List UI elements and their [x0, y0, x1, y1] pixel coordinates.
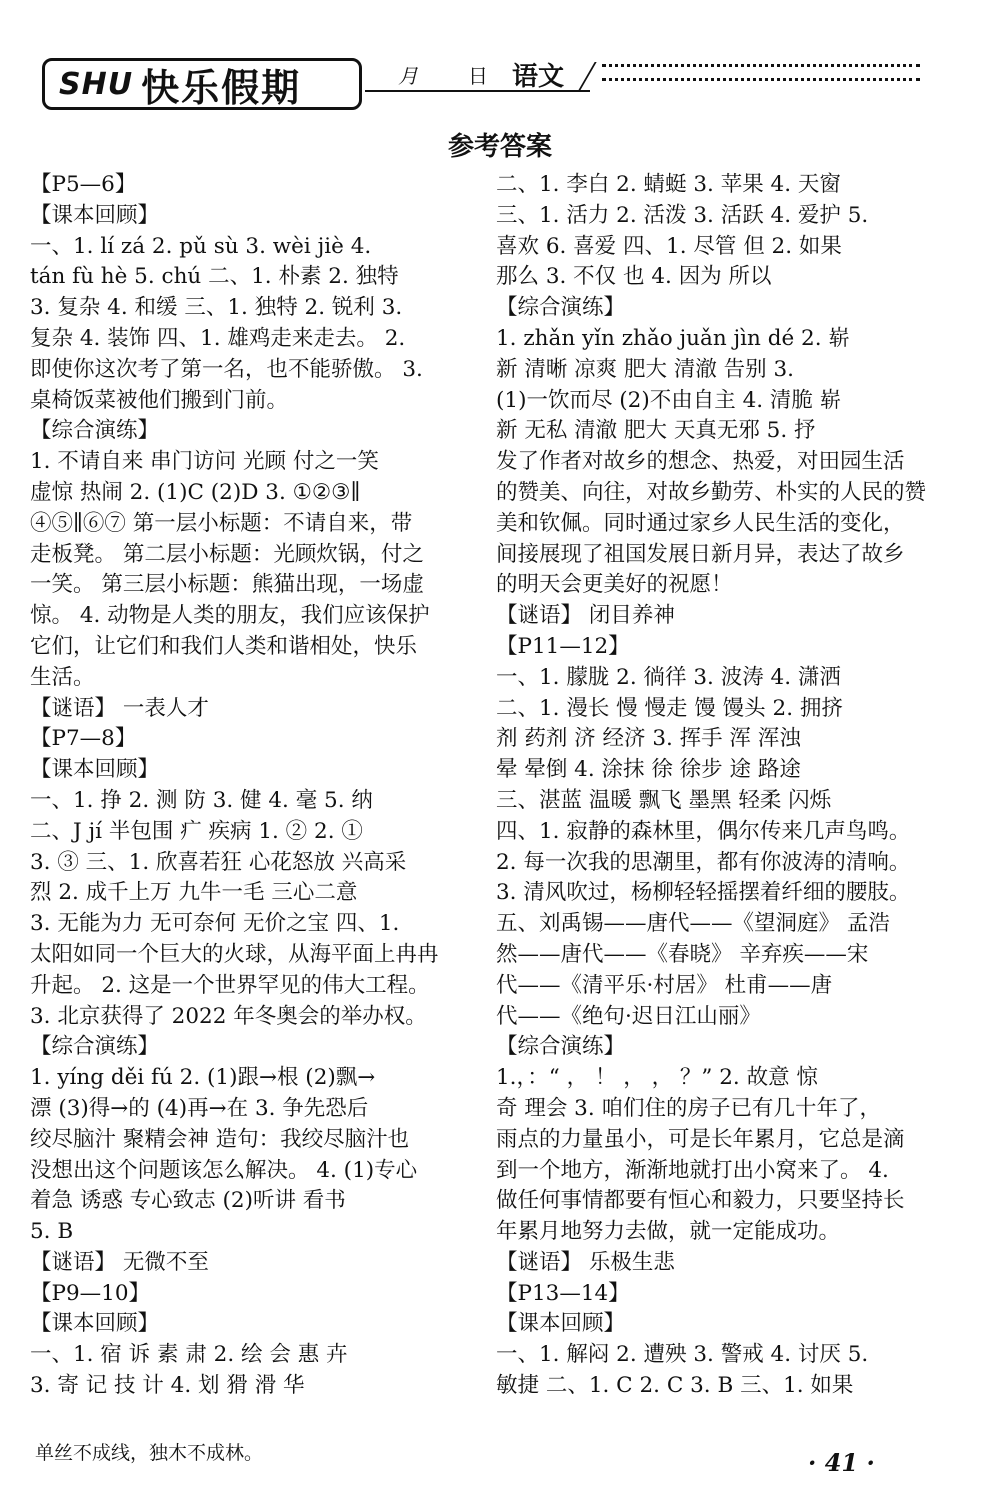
answer-line: 到一个地方，渐渐地就打出小窝来了。 4.	[496, 1157, 889, 1183]
answer-line: 【谜语】 无微不至	[30, 1249, 209, 1275]
answer-line: 3. 无能为力 无可奈何 无价之宝 四、1.	[30, 911, 400, 937]
answer-line: 一、1. 解闷 2. 遭殃 3. 警戒 4. 讨厌 5.	[496, 1342, 869, 1368]
answer-line: 【课本回顾】	[30, 202, 160, 228]
answer-column-right	[496, 170, 980, 1402]
answer-line: 复杂 4. 装饰 四、1. 雄鸡走来走去。 2.	[30, 325, 406, 351]
answer-line: 四、1. 寂静的森林里，偶尔传来几声鸟鸣。	[496, 818, 911, 844]
answer-line: 【综合演练】	[496, 1034, 626, 1060]
answer-line: 生活。	[30, 664, 95, 690]
answer-line: 烈 2. 成千上万 九牛一毛 三心二意	[30, 880, 358, 906]
answer-line: 【综合演练】	[30, 1034, 160, 1060]
answer-line: 然——唐代——《春晓》 辛弃疾——宋	[496, 941, 869, 967]
answer-line: 3. 清风吹过，杨柳轻轻摇摆着纤细的腰肢。	[496, 880, 911, 906]
answer-column-left	[30, 170, 500, 1402]
answer-line: 【课本回顾】	[30, 757, 160, 783]
answer-line: 绞尽脑汁 聚精会神 造句：我绞尽脑汁也	[30, 1126, 410, 1152]
answer-line: 太阳如同一个巨大的火球，从海平面上冉冉	[30, 941, 439, 967]
answer-line: 美和钦佩。同时通过家乡人民生活的变化，	[496, 510, 905, 536]
logo-shu-text: SHU	[59, 66, 134, 102]
answer-line: 【谜语】 闭目养神	[496, 603, 675, 629]
page-header	[20, 58, 980, 118]
answer-line: 三、湛蓝 温暖 飘飞 墨黑 轻柔 闪烁	[496, 787, 832, 813]
answer-line: 一、1. 宿 诉 素 肃 2. 绘 会 惠 卉	[30, 1342, 348, 1368]
answer-line: 3. 寄 记 技 计 4. 划 猾 滑 华	[30, 1373, 305, 1399]
answer-line: 它们，让它们和我们人类和谐相处，快乐	[30, 633, 418, 659]
header-month-label: 月	[398, 64, 418, 88]
answer-line: 【课本回顾】	[496, 1311, 626, 1337]
answer-line: 的赞美、向往，对故乡勤劳、朴实的人民的赞	[496, 479, 927, 505]
answer-line: 发了作者对故乡的想念、热爱，对田园生活	[496, 449, 905, 475]
header-day-label: 日	[468, 64, 488, 88]
answer-line: 【P7—8】	[30, 726, 137, 752]
answer-line: 惊。 4. 动物是人类的朋友，我们应该保护	[30, 603, 430, 629]
answer-line: 3. ③ 三、1. 欣喜若狂 心花怒放 兴高采	[30, 849, 407, 875]
answer-line: 做任何事情都要有恒心和毅力，只要坚持长	[496, 1188, 905, 1214]
answer-line: 【课本回顾】	[30, 1311, 160, 1337]
answer-line: 三、1. 活力 2. 活泼 3. 活跃 4. 爱护 5.	[496, 202, 869, 228]
answer-line: 奇 理会 3. 咱们住的房子已有几十年了，	[496, 1095, 882, 1121]
answer-line: 1.，：“ ， ！ ， ， ？” 2. 故意 惊	[496, 1065, 818, 1091]
answer-line: 2. 每一次我的思潮里，都有你波涛的清响。	[496, 849, 911, 875]
answer-line: 敏捷 二、1. C 2. C 3. B 三、1. 如果	[496, 1373, 854, 1399]
answer-line: 【P11—12】	[496, 633, 630, 659]
answer-line: 1. yíng děi fú 2. (1)跟→根 (2)飘→	[30, 1065, 376, 1091]
answer-line: 新 无私 清澈 肥大 天真无邪 5. 抒	[496, 418, 816, 444]
answer-line: 年累月地努力去做，就一定能成功。	[496, 1219, 841, 1245]
footer-motto: 单丝不成线，独木不成林。	[35, 1442, 264, 1464]
answer-line: tán fù hè 5. chú 二、1. 朴素 2. 独特	[30, 264, 399, 290]
answer-line: 【综合演练】	[30, 418, 160, 444]
page-number: · 41 ·	[808, 1448, 875, 1477]
answer-line: 着急 诱惑 专心致志 (2)听讲 看书	[30, 1188, 346, 1214]
answer-line: 一、1. 朦胧 2. 徜徉 3. 波涛 4. 潇洒	[496, 664, 841, 690]
answer-line: 二、J jí 半包围 疒 疾病 1. ② 2. ①	[30, 818, 363, 844]
answer-line: 【P9—10】	[30, 1280, 151, 1306]
header-subject: 语文	[512, 62, 565, 92]
logo-title-text: 快乐假期	[141, 64, 302, 110]
answer-line: 二、1. 漫长 慢 慢走 馒 馒头 2. 拥挤	[496, 695, 843, 721]
page-title: 参考答案	[447, 132, 552, 162]
answer-line: 升起。 2. 这是一个世界罕见的伟大工程。	[30, 972, 430, 998]
logo	[42, 58, 362, 110]
answer-line: 虚惊 热闹 2. (1)C (2)D 3. ①②③∥	[30, 479, 361, 505]
answer-line: 漂 (3)得→的 (4)再→在 3. 争先恐后	[30, 1095, 369, 1121]
answer-line: 【P5—6】	[30, 172, 137, 197]
answer-line: 那么 3. 不仅 也 4. 因为 所以	[496, 264, 772, 290]
answer-line: 晕 晕倒 4. 涂抹 徐 徐步 途 路途	[496, 757, 801, 783]
header-dotted-rule	[602, 64, 920, 67]
answer-line: 一、1. lí zá 2. pǔ sù 3. wèi jiè 4.	[30, 233, 372, 259]
answer-line: 即使你这次考了第一名，也不能骄傲。 3.	[30, 356, 423, 382]
answer-line: ④⑤∥⑥⑦ 第一层小标题：不请自来，带	[30, 510, 413, 536]
answer-line: 桌椅饭菜被他们搬到门前。	[30, 387, 289, 413]
answer-line: 走板凳。 第二层小标题：光顾炊锅，付之	[30, 541, 424, 567]
answer-line: 3. 复杂 4. 和缓 三、1. 独特 2. 锐利 3.	[30, 295, 403, 321]
answer-line: (1)一饮而尽 (2)不由自主 4. 清脆 崭	[496, 387, 842, 413]
answer-line: 没想出这个问题该怎么解决。 4. (1)专心	[30, 1157, 418, 1183]
answer-line: 的明天会更美好的祝愿！	[496, 572, 733, 598]
answer-line: 二、1. 李白 2. 蜻蜓 3. 苹果 4. 天窗	[496, 172, 841, 197]
answer-line: 1. zhǎn yǐn zhǎo juǎn jìn dé 2. 崭	[496, 325, 850, 351]
answer-line: 一、1. 挣 2. 测 防 3. 健 4. 毫 5. 纳	[30, 787, 373, 813]
answer-line: 【P13—14】	[496, 1280, 630, 1306]
answer-line: 代——《绝句·迟日江山丽》	[496, 1003, 761, 1029]
answer-line: 5. B	[30, 1219, 74, 1245]
answer-line: 一笑。 第三层小标题：熊猫出现，一场虚	[30, 572, 424, 598]
header-dotted-rule-lower	[602, 78, 920, 81]
answer-line: 喜欢 6. 喜爱 四、1. 尽管 但 2. 如果	[496, 233, 842, 259]
answer-line: 代——《清平乐·村居》 杜甫——唐	[496, 972, 833, 998]
answer-line: 雨点的力量虽小，可是长年累月，它总是滴	[496, 1126, 905, 1152]
answer-line: 【谜语】 一表人才	[30, 695, 209, 721]
answer-line: 【谜语】 乐极生悲	[496, 1249, 675, 1275]
answer-line: 1. 不请自来 串门访问 光顾 付之一笑	[30, 449, 379, 475]
answer-line: 间接展现了祖国发展日新月异，表达了故乡	[496, 541, 905, 567]
answer-line: 3. 北京获得了 2022 年冬奥会的举办权。	[30, 1003, 427, 1029]
answer-line: 五、刘禹锡——唐代——《望洞庭》 孟浩	[496, 911, 890, 937]
answer-line: 剂 药剂 济 经济 3. 挥手 浑 浑浊	[496, 726, 801, 752]
answer-line: 新 清晰 凉爽 肥大 清澈 告别 3.	[496, 356, 795, 382]
answer-line: 【综合演练】	[496, 295, 626, 321]
